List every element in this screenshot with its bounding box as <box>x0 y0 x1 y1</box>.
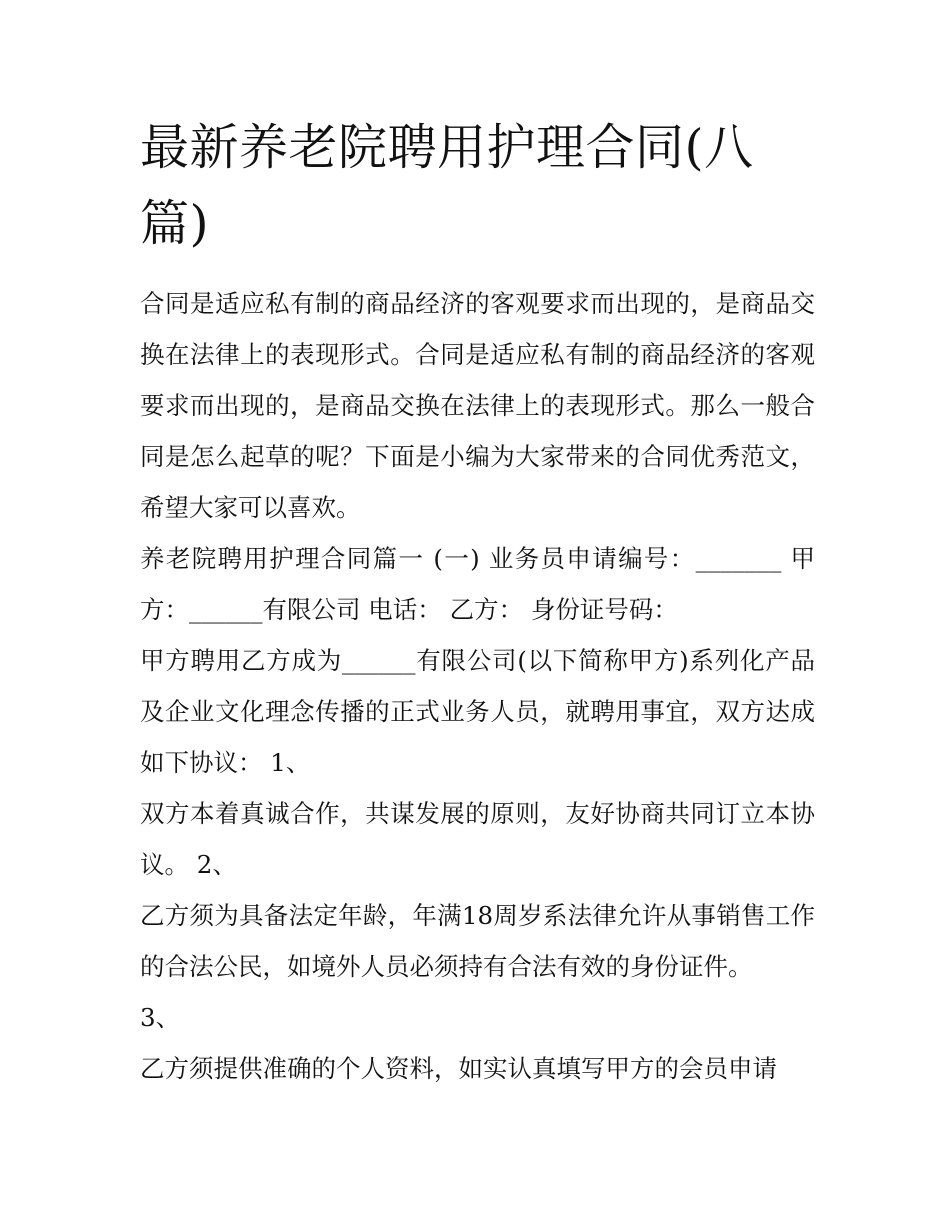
contract-header-paragraph: 养老院聘用护理合同篇一 (一) 业务员申请编号：_______ 甲方：______有限公司 电话： 乙方： 身份证号码： <box>140 544 815 624</box>
document-title: 最新养老院聘用护理合同(八篇) <box>140 119 754 252</box>
agreement-intro-paragraph: 甲方聘用乙方成为______有限公司(以下简称甲方)系列化产品及企业文化理念传播的正式业务人员，就聘用事宜，双方达成如下协议： 1、 <box>140 646 815 777</box>
clause-2-paragraph: 乙方须为具备法定年龄，年满18周岁系法律允许从事销售工作的合法公民，如境外人员必须持有合法有效的身份证件。 <box>140 901 815 981</box>
clause-3-paragraph: 乙方须提供准确的个人资料，如实认真填写甲方的会员申请 <box>140 1054 777 1083</box>
clause-1-paragraph: 双方本着真诚合作，共谋发展的原则，友好协商共同订立本协议。 2、 <box>140 799 815 879</box>
intro-paragraph: 合同是适应私有制的商品经济的客观要求而出现的，是商品交换在法律上的表现形式。合同是适应私有制的商品经济的客观要求而出现的，是商品交换在法律上的表现形式。那么一般合同是怎么起草的呢？下面是小编为大家带来的合同优秀范文，希望大家可以喜欢。 <box>140 289 815 522</box>
document-body <box>140 278 815 1094</box>
clause-3-number: 3、 <box>140 1003 181 1032</box>
